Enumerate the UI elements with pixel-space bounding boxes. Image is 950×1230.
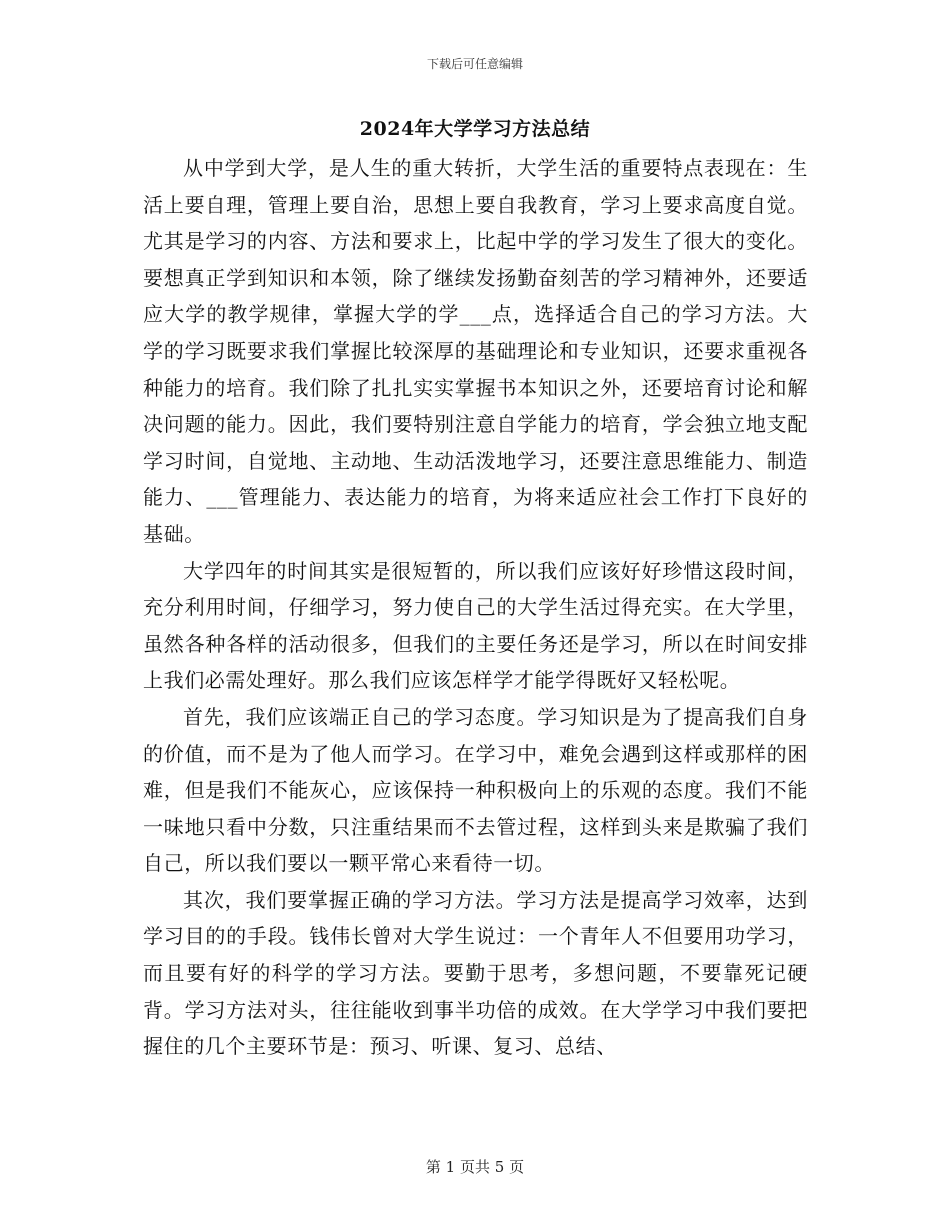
paragraph-4: 其次，我们要掌握正确的学习方法。学习方法是提高学习效率，达到学习目的的手段。钱伟长曾对大学生说过：一个青年人不但要用功学习，而且要有好的科学的学习方法。要勤于思考，多想问题，不要靠死记硬背。学习方法对头，往往能收到事半功倍的成效。在大学学习中我们要把握住的几个主要环节是：预习、听课、复习、总结、 (143, 887, 808, 1059)
document-body (143, 150, 808, 1065)
paragraph-2: 大学四年的时间其实是很短暂的，所以我们应该好好珍惜这段时间，充分利用时间，仔细学习，努力使自己的大学生活过得充实。在大学里，虽然各种各样的活动很多，但我们的主要任务还是学习，所以在时间安排上我们必需处理好。那么我们应该怎样学才能学得既好又轻松呢。 (143, 558, 808, 693)
page-header: 下载后可任意编辑 (426, 57, 523, 71)
paragraph-1: 从中学到大学，是人生的重大转折，大学生活的重要特点表现在：生活上要自理，管理上要自治，思想上要自我教育，学习上要求高度自觉。尤其是学习的内容、方法和要求上，比起中学的学习发生了很大的变化。要想真正学到知识和本领，除了继续发扬勤奋刻苦的学习精神外，还要适应大学的教学规律，掌握大学的学___点，选择适合自己的学习方法。大学的学习既要求我们掌握比较深厚的基础理论和专业知识，还要求重视各种能力的培育。我们除了扎扎实实掌握书本知识之外，还要培育讨论和解决问题的能力。因此，我们要特别注意自学能力的培育，学会独立地支配学习时间，自觉地、主动地、生动活泼地学习，还要注意思维能力、制造能力、___管理能力、表达能力的培育，为将来适应社会工作打下良好的基础。 (143, 156, 808, 546)
page-footer: 第 1 页共 5 页 (425, 1158, 525, 1176)
paragraph-3: 首先，我们应该端正自己的学习态度。学习知识是为了提高我们自身的价值，而不是为了他人而学习。在学习中，难免会遇到这样或那样的困难，但是我们不能灰心，应该保持一种积极向上的乐观的态度。我们不能一味地只看中分数，只注重结果而不去管过程，这样到头来是欺骗了我们自己，所以我们要以一颗平常心来看待一切。 (143, 704, 808, 876)
document-title: 2024年大学学习方法总结 (359, 118, 591, 140)
